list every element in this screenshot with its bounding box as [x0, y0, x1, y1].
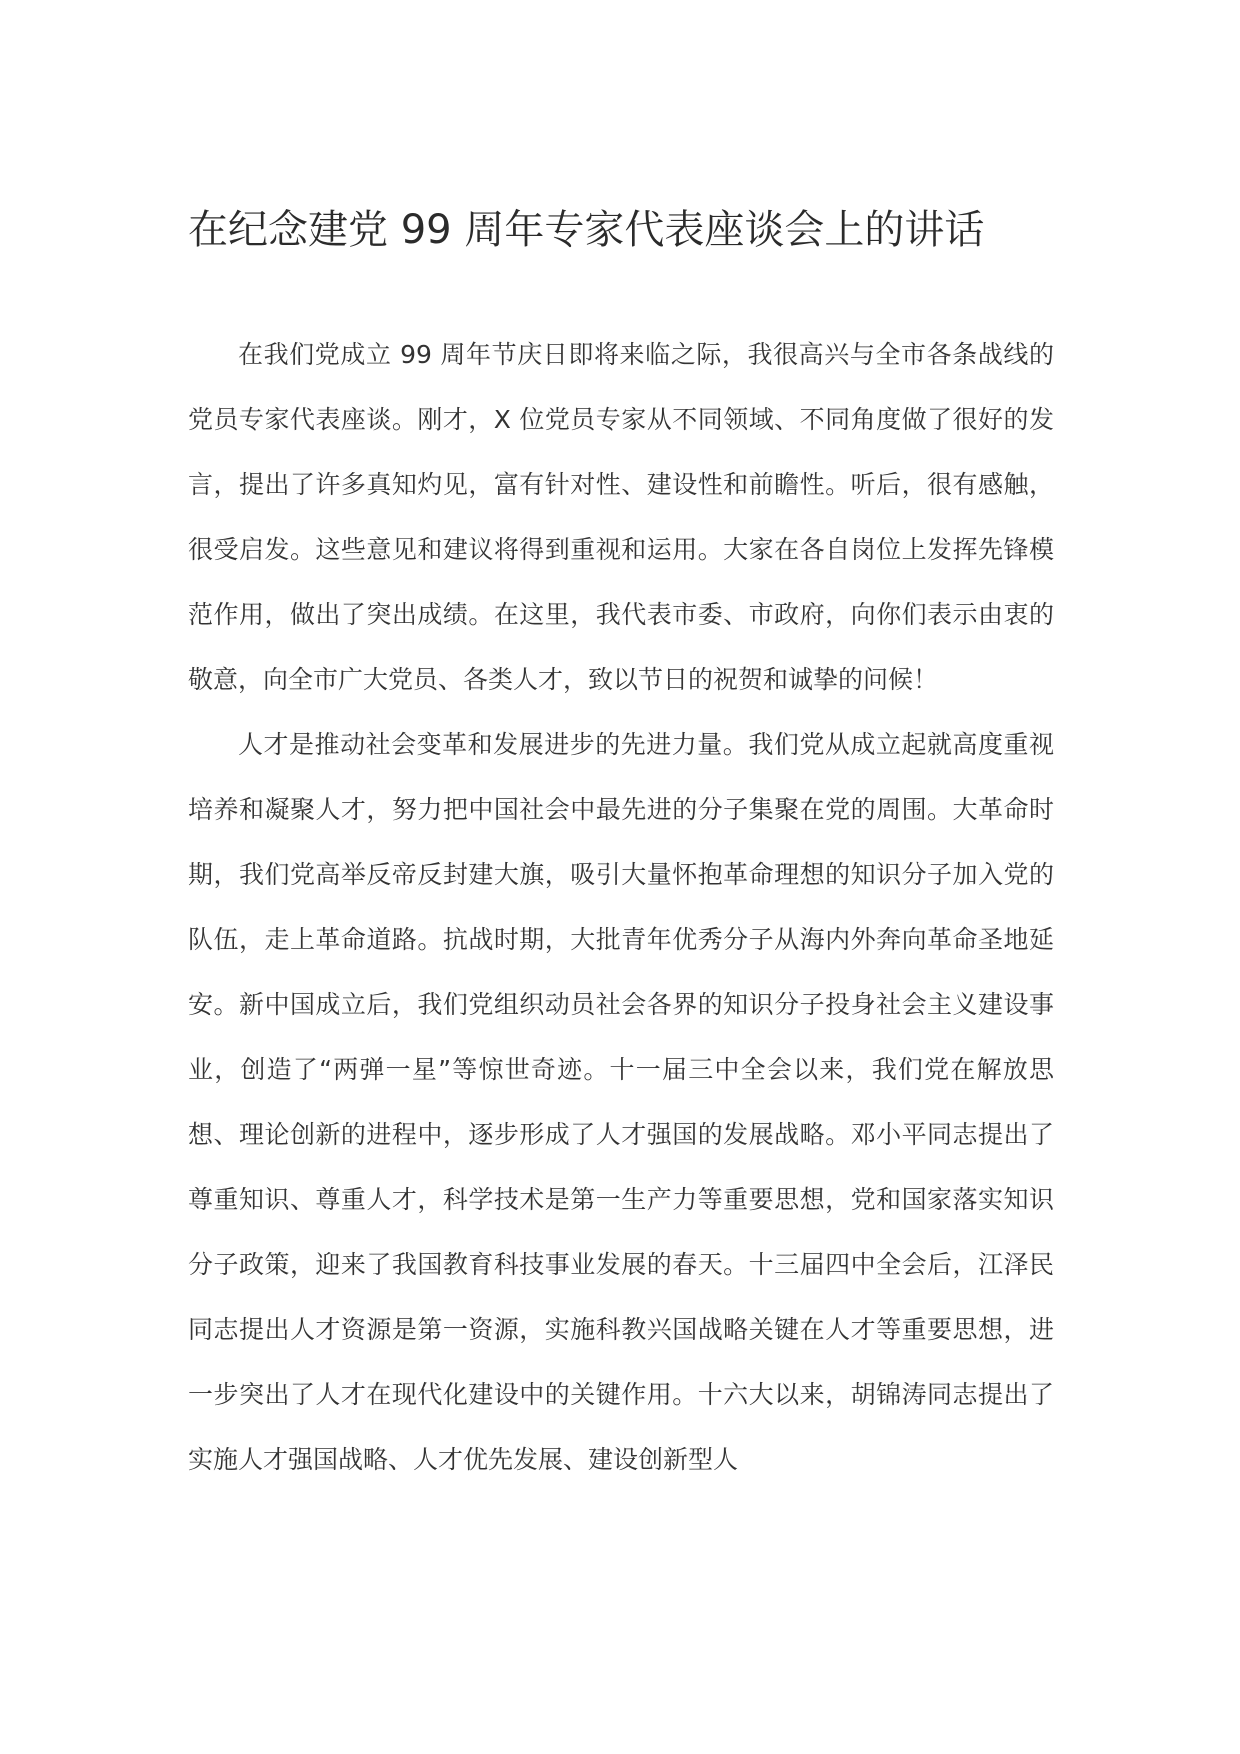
paragraph-opening-greeting: 在我们党成立 99 周年节庆日即将来临之际，我很高兴与全市各条战线的党员专家代表座谈。刚才，X 位党员专家从不同领域、不同角度做了很好的发言，提出了许多真知灼见，富有针对性、建设性和前瞻性。听后，很有感触，很受启发。这些意见和建议将得到重视和运用。大家在各自岗位上发挥先锋模范作用，做出了突出成绩。在这里，我代表市委、市政府，向你们表示由衷的敬意，向全市广大党员、各类人才，致以节日的祝贺和诚挚的问候！ [188, 340, 1054, 694]
document-body [188, 322, 1054, 1492]
paragraph-talent-history: 人才是推动社会变革和发展进步的先进力量。我们党从成立起就高度重视培养和凝聚人才，努力把中国社会中最先进的分子集聚在党的周围。大革命时期，我们党高举反帝反封建大旗，吸引大量怀抱革命理想的知识分子加入党的队伍，走上革命道路。抗战时期，大批青年优秀分子从海内外奔向革命圣地延安。新中国成立后，我们党组织动员社会各界的知识分子投身社会主义建设事业，创造了“两弹一星”等惊世奇迹。十一届三中全会以来，我们党在解放思想、理论创新的进程中，逐步形成了人才强国的发展战略。邓小平同志提出了尊重知识、尊重人才，科学技术是第一生产力等重要思想，党和国家落实知识分子政策，迎来了我国教育科技事业发展的春天。十三届四中全会后，江泽民同志提出人才资源是第一资源，实施科教兴国战略关键在人才等重要思想，进一步突出了人才在现代化建设中的关键作用。十六大以来，胡锦涛同志提出了实施人才强国战略、人才优先发展、建设创新型人 [188, 730, 1054, 1474]
document-title: 在纪念建党 99 周年专家代表座谈会上的讲话 [188, 207, 985, 253]
